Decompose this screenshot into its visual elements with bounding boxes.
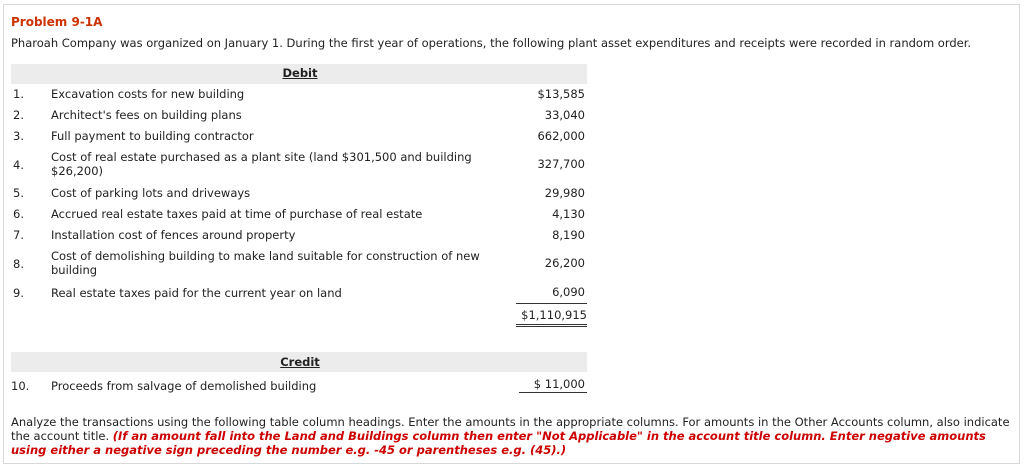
row-amount: 8,190 (552, 228, 585, 242)
subtotal-rule (516, 303, 587, 304)
row-amount: 327,700 (537, 157, 585, 171)
row-amount: 6,090 (552, 285, 585, 299)
row-amount: $ 11,000 (533, 377, 585, 391)
total-double-rule (516, 324, 587, 327)
row-description: Full payment to building contractor (51, 129, 254, 143)
row-description: Real estate taxes paid for the current year on land (51, 286, 342, 300)
row-amount: $13,585 (537, 87, 585, 101)
row-description: Accrued real estate taxes paid at time of purchase of real estate (51, 207, 423, 221)
row-description: Proceeds from salvage of demolished building (51, 379, 317, 393)
row-number: 5. (13, 186, 24, 200)
row-description: Cost of demolishing building to make land suitable for construction of new building (51, 249, 480, 277)
row-number: 6. (13, 207, 24, 221)
problem-title: Problem 9-1A (11, 15, 103, 29)
instructions-text: Analyze the transactions using the following table column headings. Enter the amounts in the appropriate columns. For amounts in the Other Accounts column, also indicate the account title. (11, 415, 1010, 443)
row-number: 2. (13, 108, 24, 122)
row-number: 8. (13, 257, 24, 271)
instructions-note: (If an amount fall into the Land and Buildings column then enter "Not Applicable" in the account title column. Enter negative amounts using either a negative sign preceding the number e.g. -45 or parentheses e.g. (45).) (11, 429, 986, 457)
credit-header: Credit (280, 355, 320, 369)
row-amount: 26,200 (544, 256, 585, 270)
debit-total: $1,110,915 (521, 308, 587, 322)
row-description: Installation cost of fences around property (51, 228, 296, 242)
row-description: Cost of parking lots and driveways (51, 186, 251, 200)
row-description: Excavation costs for new building (51, 87, 245, 101)
row-amount: 662,000 (537, 129, 585, 143)
row-amount: 33,040 (544, 108, 585, 122)
row-description: Cost of real estate purchased as a plant site (land $301,500 and building $26,200) (51, 150, 472, 178)
instructions (11, 415, 1016, 457)
credit-amount-rule (519, 392, 587, 393)
row-number: 3. (13, 129, 24, 143)
problem-intro: Pharoah Company was organized on January 1. During the first year of operations, the following plant asset expenditures and receipts were recorded in random order. (11, 36, 972, 50)
row-number: 1. (13, 87, 24, 101)
row-number: 7. (13, 228, 24, 242)
debit-header: Debit (282, 66, 318, 80)
row-description: Architect's fees on building plans (51, 108, 242, 122)
row-amount: 4,130 (552, 207, 585, 221)
row-number: 9. (13, 286, 24, 300)
row-number: 10. (11, 379, 30, 393)
row-amount: 29,980 (544, 186, 585, 200)
row-number: 4. (13, 158, 24, 172)
